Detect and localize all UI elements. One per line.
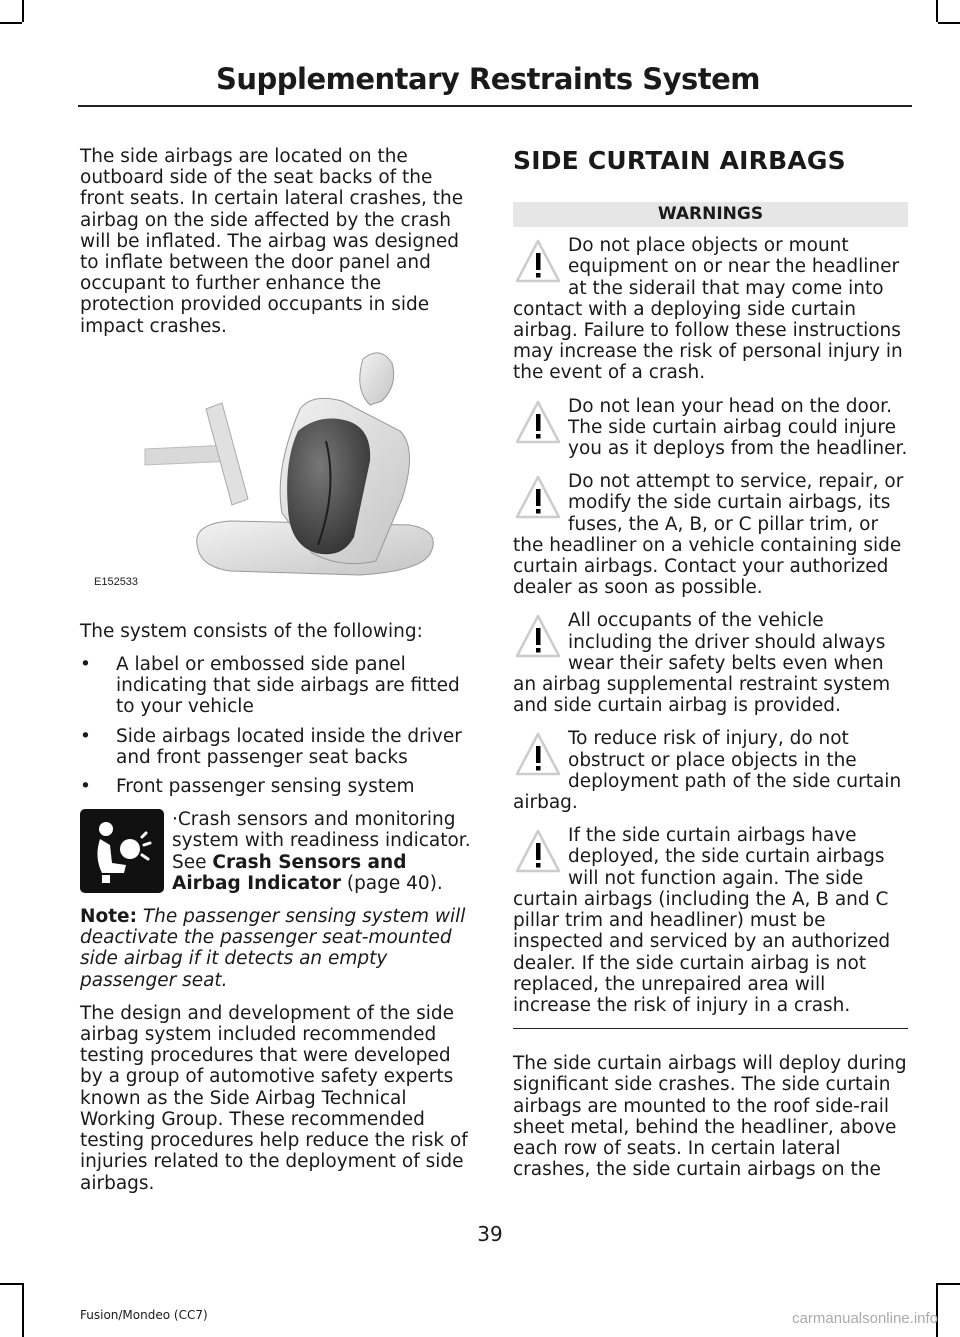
warnings-end-divider — [513, 1028, 908, 1029]
warning-triangle-icon — [513, 396, 565, 450]
warning-triangle-icon — [513, 471, 565, 525]
crop-mark — [936, 0, 938, 22]
watermark[interactable]: carmanualsonline.info — [792, 1310, 938, 1327]
system-intro: The system consists of the following: — [80, 620, 423, 642]
system-list — [80, 654, 475, 797]
note-text: The passenger sensing system will deactivate the passenger seat-mounted side airbag if it detects an empty passenger seat. — [80, 906, 466, 991]
note-label: Note: — [80, 906, 137, 928]
footer-model: Fusion/Mondeo (CC7) — [80, 1308, 208, 1322]
crash-sensors-link[interactable]: Crash Sensors and Airbag Indicator — [172, 851, 407, 894]
figure-label: E152533 — [94, 575, 139, 588]
crash-sensors-paragraph — [80, 809, 475, 894]
warning-item — [513, 396, 908, 460]
warning-triangle-icon — [513, 610, 565, 664]
warnings-header: WARNINGS — [513, 202, 908, 227]
right-column — [513, 146, 908, 1192]
warning-item — [513, 825, 908, 1016]
list-item: • A label or embossed side panel indicating that side airbags are fitted to your vehicle — [80, 654, 475, 718]
crop-mark — [0, 1283, 22, 1285]
warning-triangle-icon — [513, 825, 565, 879]
warning-text: Do not attempt to service, repair, or modify the side curtain airbags, its fuses, the A, B, or C pillar trim, or the headliner on a vehicle containing side curtain airbags. Contact your authorized dealer as soon as possible. — [513, 471, 904, 599]
closing-paragraph: The side curtain airbags will deploy during significant side crashes. The side curtain airbags are mounted to the roof side-rail sheet metal, behind the headliner, above each row of seats. In certain lateral crashes, the side curtain airbags on the — [513, 1053, 907, 1181]
crop-mark — [938, 22, 960, 24]
left-column — [80, 146, 475, 1206]
page-title: Supplementary Restraints System — [215, 62, 760, 96]
list-item: • Front passenger sensing system — [80, 776, 475, 797]
header-divider — [78, 105, 912, 107]
warning-text: All occupants of the vehicle including the driver should always wear their safety belts even when an airbag supplemental restraint system and side curtain airbag is provided. — [513, 610, 891, 717]
seat-airbag-illustration — [80, 349, 475, 605]
crop-mark — [938, 1283, 960, 1285]
airbag-indicator-icon — [80, 809, 164, 893]
warning-item — [513, 728, 908, 813]
page-number: 39 — [477, 1222, 503, 1246]
warning-triangle-icon — [513, 235, 565, 289]
design-paragraph: The design and development of the side airbag system included recommended testing procedures that were developed by a group of automotive safety experts known as the Side Airbag Technical Working Group. These recommended testing procedures help reduce the risk of injuries related to the deployment of side airbags. — [80, 1002, 468, 1194]
warning-text: If the side curtain airbags have deployed, the side curtain airbags will not function again. The side curtain airbags (including the A, B and C pillar trim and headliner) must be inspected and serviced by an authorized dealer. If the side curtain airbag is not replaced, the unrepaired area will increase the risk of injury in a crash. — [513, 825, 891, 1016]
crop-mark — [0, 22, 22, 24]
warning-text: To reduce risk of injury, do not obstruct or place objects in the deployment path of the side curtain airbag. — [513, 728, 902, 814]
warning-triangle-icon — [513, 728, 565, 782]
crash-sensors-page: (page 40). — [340, 872, 443, 894]
warning-text: Do not place objects or mount equipment on or near the headliner at the siderail that may come into contact with a deploying side curtain airbag. Failure to follow these instructions may increase the risk of personal injury in the event of a crash. — [513, 235, 903, 384]
note-paragraph — [80, 906, 475, 991]
warning-item — [513, 610, 908, 716]
list-item: • Side airbags located inside the driver and front passenger seat backs — [80, 726, 475, 768]
warning-text: Do not lean your head on the door. The side curtain airbag could injure you as it deploys from the headliner. — [568, 395, 908, 460]
intro-paragraph: The side airbags are located on the outboard side of the seat backs of the front seats. In certain lateral crashes, the airbag on the side affected by the crash will be inflated. The airbag was designed to inflate between the door panel and occupant to further enhance the protection provided occupants in side impact crashes. — [80, 146, 464, 337]
seat-airbag-figure — [80, 349, 475, 605]
section-title: SIDE CURTAIN AIRBAGS — [513, 146, 846, 175]
crash-sensors-text: ·Crash sensors and monitoring system with readiness indicator. See — [172, 809, 471, 873]
crop-mark — [22, 0, 24, 22]
warning-item — [513, 235, 908, 383]
crop-mark — [22, 1283, 24, 1337]
warning-item — [513, 471, 908, 598]
